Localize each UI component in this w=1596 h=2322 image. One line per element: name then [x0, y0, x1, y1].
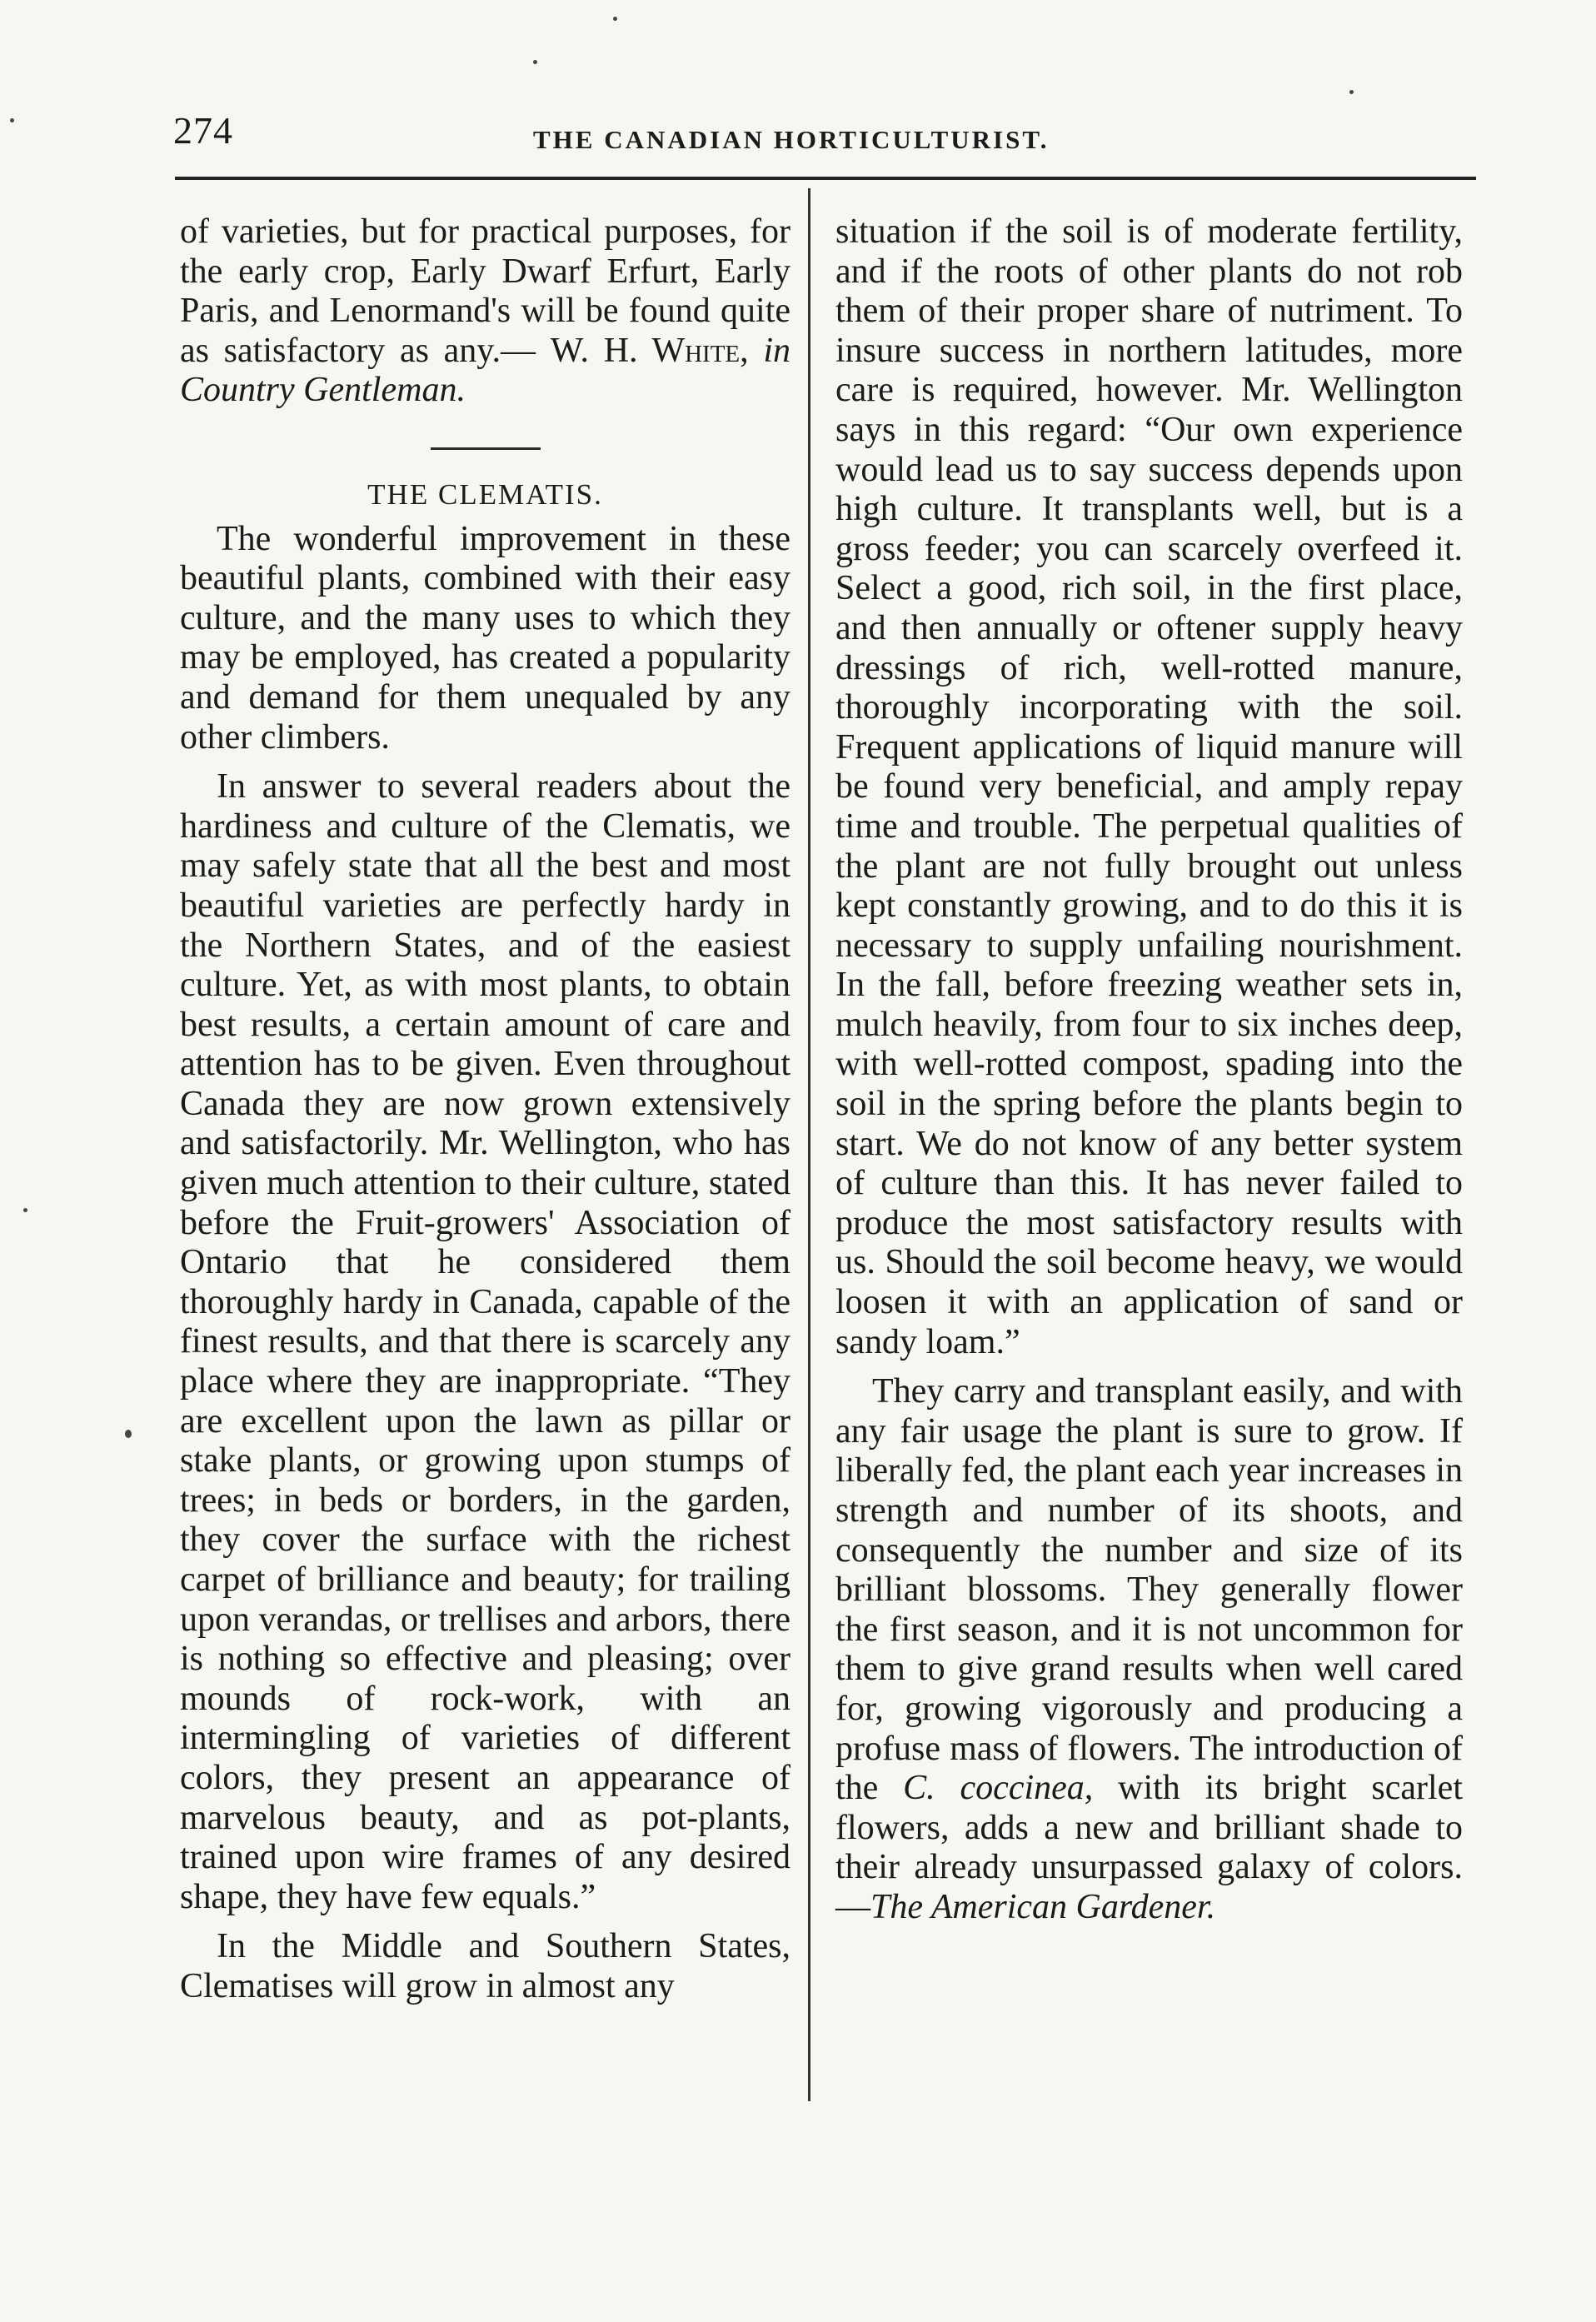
print-speck [613, 17, 617, 21]
clematis-paragraph-3: In the Middle and Southern States, Clematises will grow in almost any [180, 1927, 791, 2005]
species-name: C. coccinea, [903, 1769, 1094, 1808]
print-speck [10, 118, 14, 122]
closing-paragraph-text-a: They carry and transplant easily, and with any fair usage the plant is sure to grow. If liberally fed, the plant each year increases in strength and number of its shoots, and consequently the number and size of its brilliant blossoms. They generally flower the first season, and it is not uncommon for them to give grand results when well cared for, growing vigorously and producing a profuse mass of flowers. The introduction of the [835, 1372, 1463, 1808]
closing-paragraph [835, 1372, 1463, 1927]
left-column [180, 212, 791, 2007]
clematis-paragraph-2: In answer to several readers about the hardiness and culture of the Clematis, we may safely state that all the best and most beautiful varieties are perfectly hardy in the Northern States, and of the easiest culture. Yet, as with most plants, to obtain best results, a certain amount of care and attention has to be given. Even throughout Canada they are now grown extensively and satisfactorily. Mr. Wellington, who has given much attention to their culture, stated before the Fruit-growers' Association of Ontario that he considered them thoroughly hardy in Canada, capable of the finest results, and that there is scarcely any place where they are inappropriate. “They are excellent upon the lawn as pillar or stake plants, or growing upon stumps of trees; in beds or borders, in the garden, they cover the surface with the richest carpet of brilliance and beauty; for trailing upon verandas, or trellises and arbors, there is nothing so effective and pleasing; over mounds of rock-work, with an intermingling of varieties of different colors, they present an appearance of marvelous beauty, and as pot-plants, trained upon wire frames of any desired shape, they have few equals.” [180, 767, 791, 1916]
section-title: THE CLEMATIS. [367, 477, 603, 511]
closing-source: The American Gardener. [870, 1887, 1216, 1926]
print-speck [23, 1208, 27, 1212]
column-divider [808, 188, 810, 2101]
section-separator [431, 447, 541, 450]
print-speck [533, 60, 537, 64]
intro-author: W. H. White, [550, 331, 749, 370]
print-speck [125, 1430, 132, 1438]
running-title: THE CANADIAN HORTICULTURIST. [533, 125, 1050, 154]
intro-paragraph [180, 212, 791, 411]
intro-source: in Country Gentleman. [180, 331, 791, 410]
page-number: 274 [173, 109, 233, 152]
continued-paragraph: situation if the soil is of moderate fertility, and if the roots of other plants do not rob them of their proper share of nutriment. To insure success in northern latitudes, more care is required, however. Mr. Wellington says in this regard: “Our own experience would lead us to say success depends upon high culture. It transplants well, but is a gross feeder; you can scarcely overfeed it. Select a good, rich soil, in the first place, and then annually or oftener supply heavy dressings of rich, well-rotted manure, thoroughly incorporating with the soil. Frequent applications of liquid manure will be found very beneficial, and amply repay time and trouble. The perpetual qualities of the plant are not fully brought out unless kept constantly growing, and to do this it is necessary to supply unfailing nourishment. In the fall, before freezing weather sets in, mulch heavily, from four to six inches deep, with well-rotted compost, spading into the soil in the spring before the plants begin to start. We do not know of any better system of culture than this. It has never failed to produce the most satisfactory results with us. Should the soil become heavy, we would loosen it with an application of sand or sandy loam.” [835, 212, 1463, 1361]
print-speck [1349, 90, 1354, 94]
header-rule [175, 177, 1476, 180]
intro-paragraph-text: of varieties, but for practical purposes, for the early crop, Early Dwarf Erfurt, Early Paris, and Lenormand's will be found quite as satisfactory as any.— [180, 212, 791, 370]
right-column [835, 212, 1463, 1928]
closing-paragraph-text-b: with its bright scarlet flowers, adds a new and brilliant shade to their already unsurpassed galaxy of colors.— [835, 1769, 1463, 1926]
clematis-paragraph-1: The wonderful improvement in these beautiful plants, combined with their easy culture, and the many uses to which they may be employed, has created a popularity and demand for them unequaled by any other climbers. [180, 519, 791, 757]
